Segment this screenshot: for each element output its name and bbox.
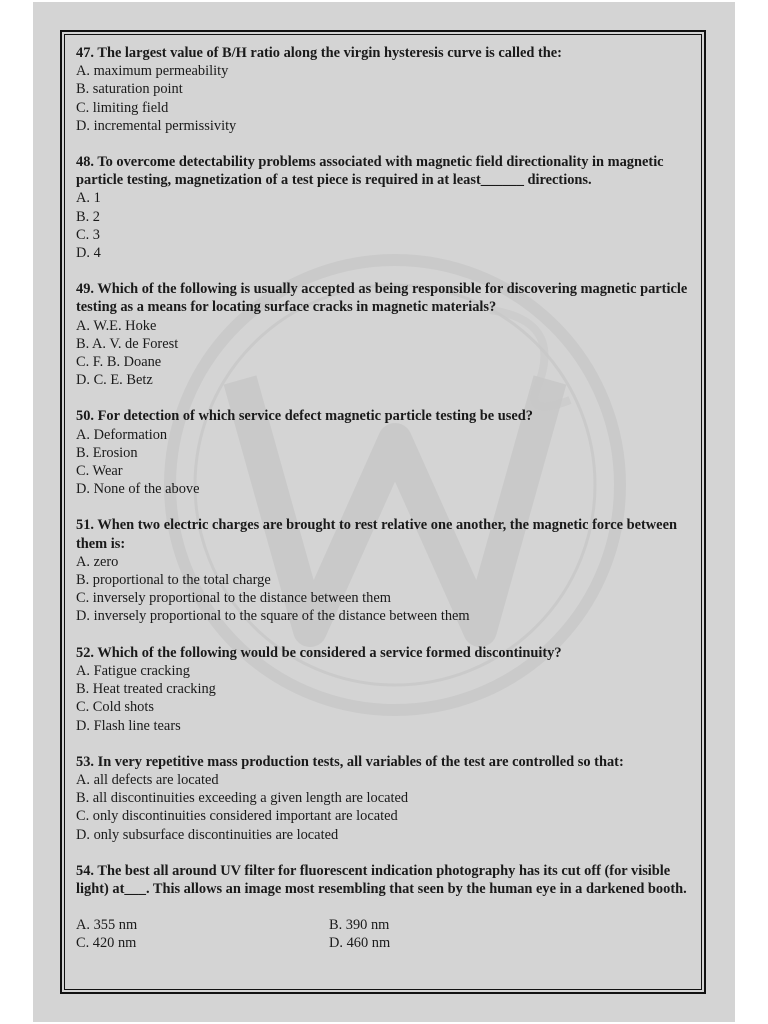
option-b: B. Heat treated cracking xyxy=(76,681,216,698)
question-text: 52. Which of the following would be considered a service formed discontinuity? xyxy=(76,644,562,661)
option-a: A. all defects are located xyxy=(76,771,219,788)
question-text: 53. In very repetitive mass production tests, all variables of the test are controlled so that: xyxy=(76,753,624,770)
question-text: 49. Which of the following is usually accepted as being responsible for discovering magnetic particle testing as a means for locating surface cracks in magnetic materials? xyxy=(76,281,688,316)
option-grid xyxy=(76,916,696,952)
question-text: 51. When two electric charges are brought to rest relative one another, the magnetic force between them is: xyxy=(76,517,677,552)
option-a: A. W.E. Hoke xyxy=(76,317,157,334)
option-d: D. inversely proportional to the square of the distance between them xyxy=(76,608,470,625)
question-51 xyxy=(76,516,696,625)
question-48 xyxy=(76,153,696,262)
option-c: C. F. B. Doane xyxy=(76,354,162,371)
option-a: A. 1 xyxy=(76,190,101,207)
question-50 xyxy=(76,407,696,498)
question-text: 48. To overcome detectability problems associated with magnetic field directionality in magnetic particle testing, magnetization of a test piece is required in at least______ directions. xyxy=(76,154,664,189)
option-d: D. None of the above xyxy=(76,481,200,498)
option-a: A. Fatigue cracking xyxy=(76,662,190,679)
option-a: A. zero xyxy=(76,553,119,570)
option-b: B. proportional to the total charge xyxy=(76,572,271,589)
question-text: 50. For detection of which service defect magnetic particle testing be used? xyxy=(76,408,533,425)
option-c: C. only discontinuities considered important are located xyxy=(76,808,398,825)
question-text: 47. The largest value of B/H ratio along the virgin hysteresis curve is called the: xyxy=(76,45,562,61)
option-a: A. 355 nm xyxy=(76,917,138,934)
option-a: A. Deformation xyxy=(76,426,168,443)
question-list xyxy=(76,44,696,971)
option-c: C. Cold shots xyxy=(76,699,154,716)
option-c: C. Wear xyxy=(76,463,123,480)
option-b: B. Erosion xyxy=(76,444,138,461)
option-d: D. 460 nm xyxy=(329,935,391,952)
option-c: C. 3 xyxy=(76,226,100,243)
option-c: C. 420 nm xyxy=(76,935,137,952)
option-b: B. 2 xyxy=(76,208,100,225)
question-54 xyxy=(76,862,696,953)
option-d: D. Flash line tears xyxy=(76,717,181,734)
option-d: D. incremental permissivity xyxy=(76,117,237,134)
option-c: C. inversely proportional to the distance between them xyxy=(76,590,391,607)
option-d: D. only subsurface discontinuities are located xyxy=(76,826,339,843)
question-53 xyxy=(76,753,696,844)
option-b: B. 390 nm xyxy=(329,917,390,934)
question-text: 54. The best all around UV filter for fluorescent indication photography has its cut off (for visible light) at___. This allows an image most resembling that seen by the human eye in a darkened booth. xyxy=(76,862,687,897)
question-52 xyxy=(76,644,696,735)
option-b: B. saturation point xyxy=(76,81,183,98)
option-c: C. limiting field xyxy=(76,99,169,116)
option-b: B. all discontinuities exceeding a given length are located xyxy=(76,790,409,807)
question-49 xyxy=(76,280,696,389)
option-a: A. maximum permeability xyxy=(76,63,229,80)
option-d: D. C. E. Betz xyxy=(76,372,153,389)
option-b: B. A. V. de Forest xyxy=(76,335,179,352)
question-47 xyxy=(76,44,696,135)
option-d: D. 4 xyxy=(76,245,101,262)
